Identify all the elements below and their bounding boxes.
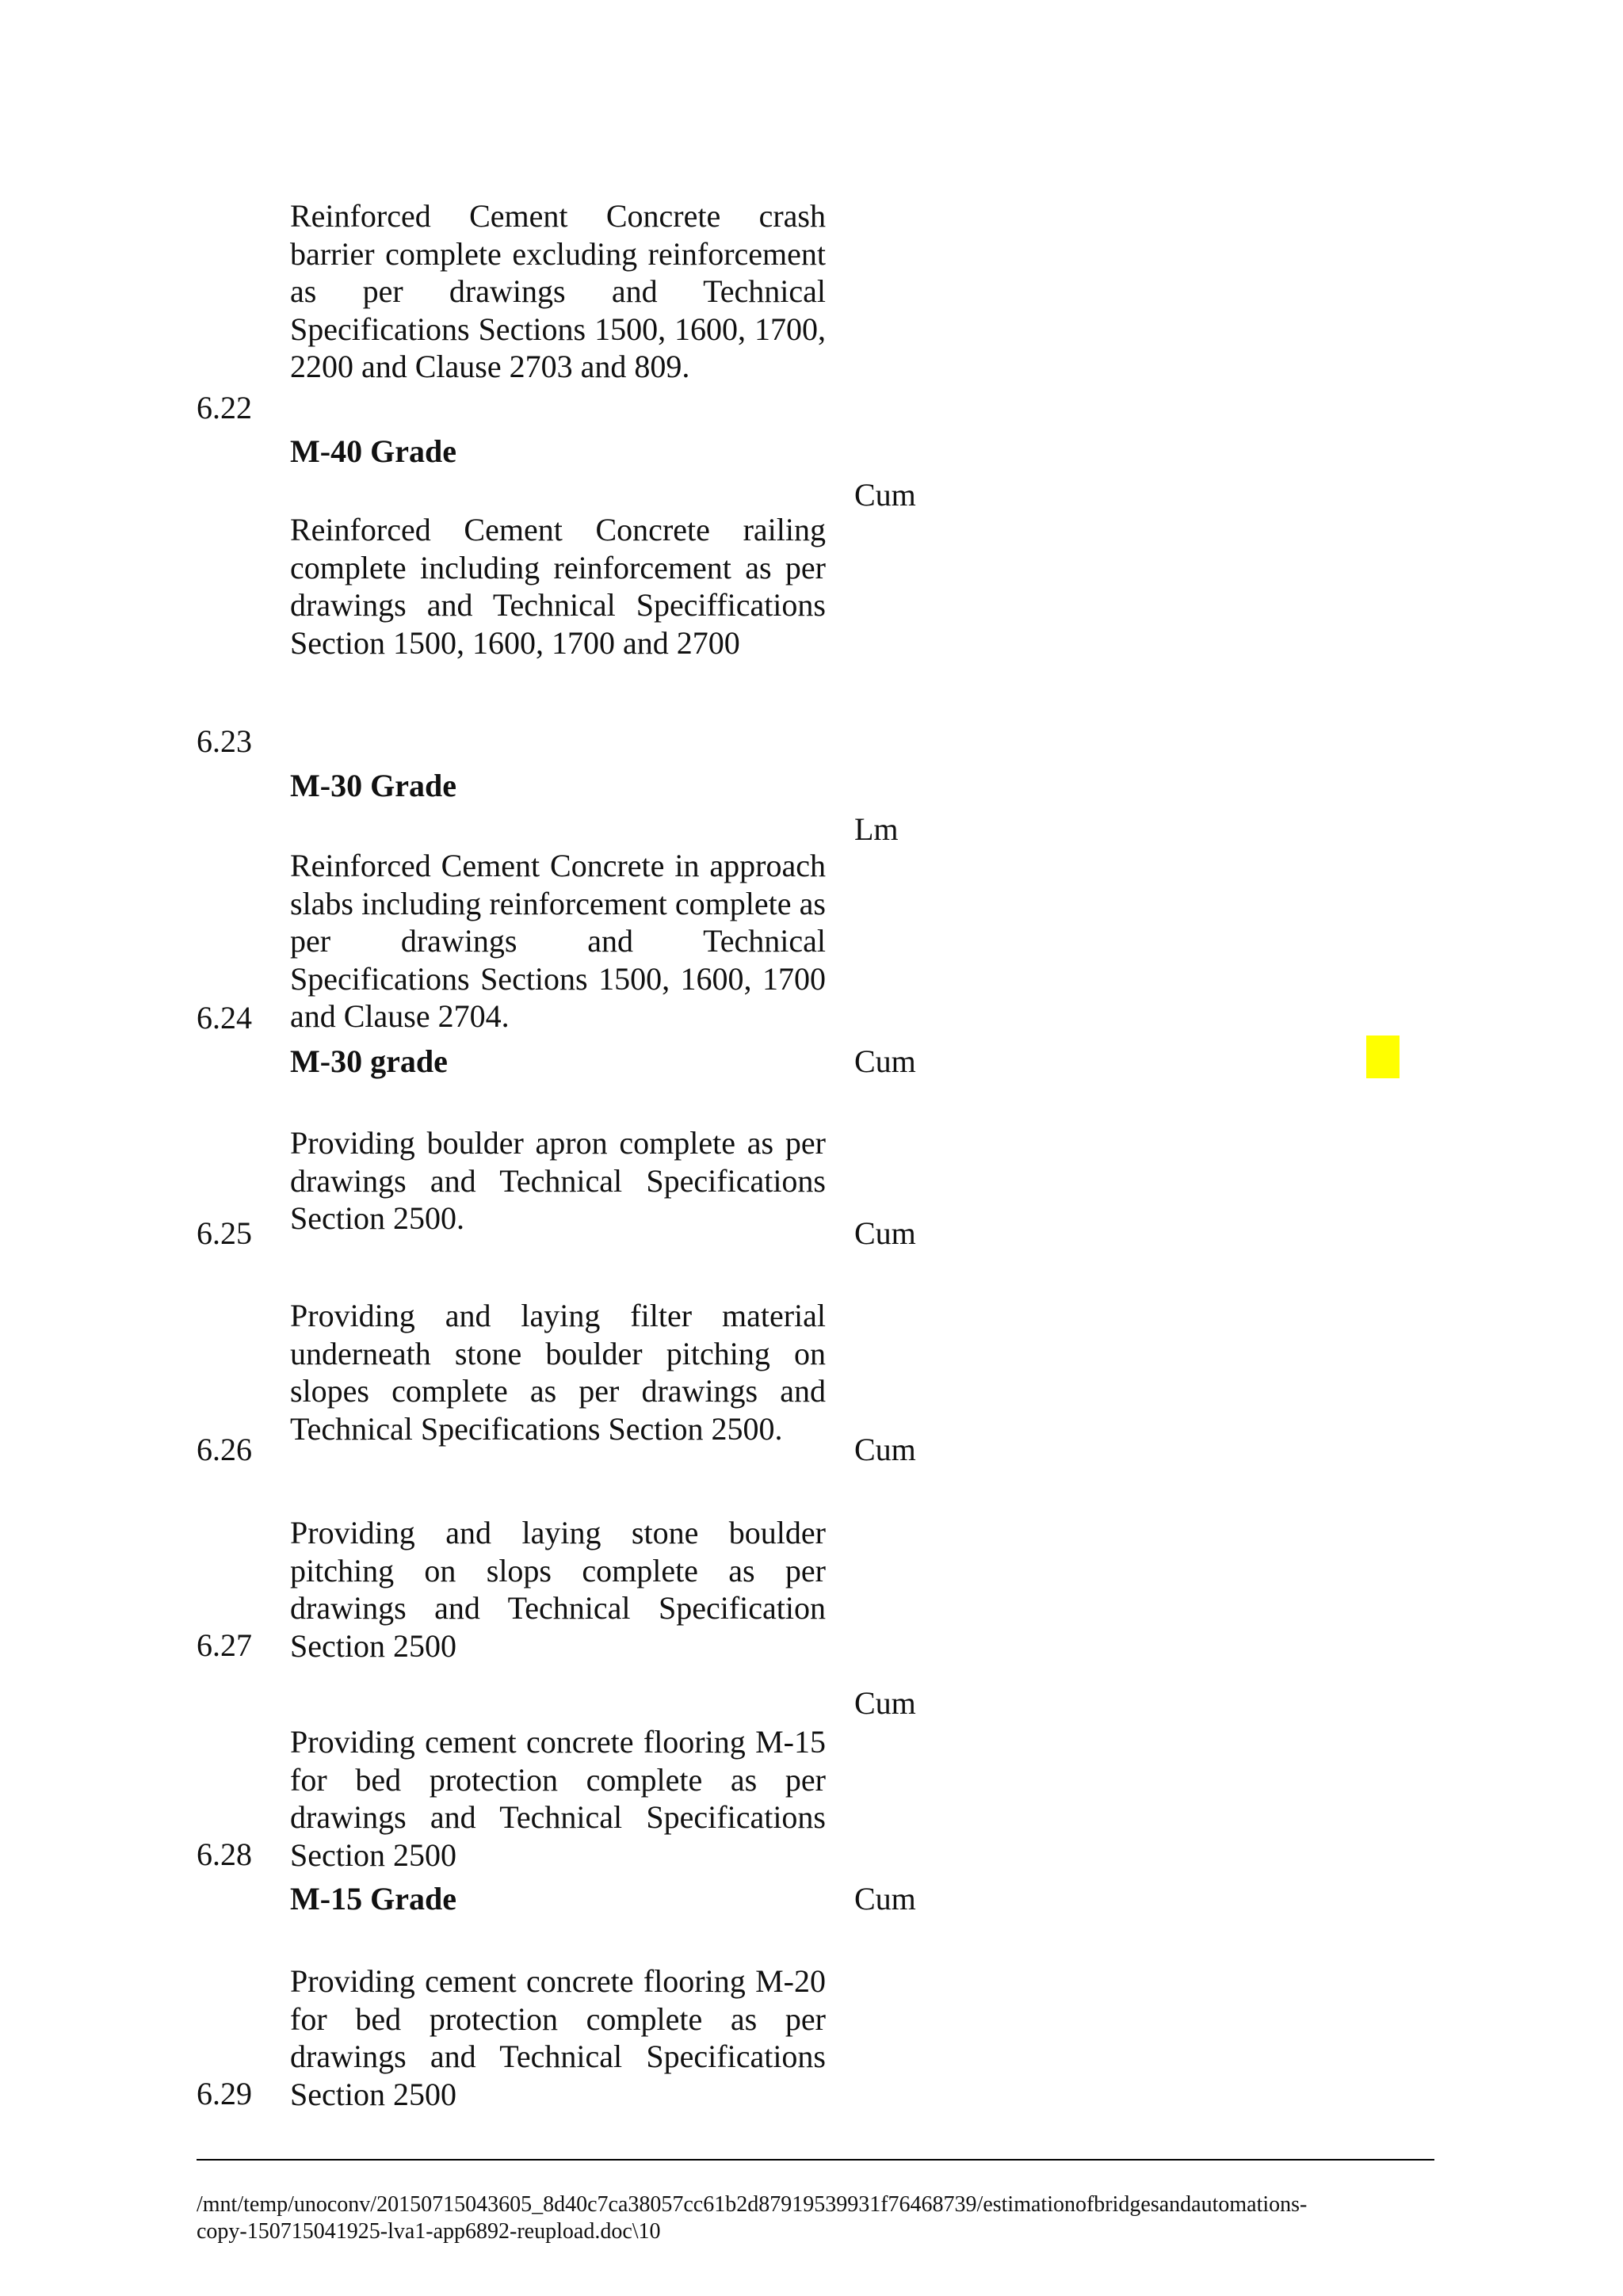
footer-file-path (197, 2191, 1465, 2245)
item-unit: Lm (854, 811, 899, 847)
item-grade: M-30 Grade (290, 768, 456, 803)
item-description: Providing boulder apron complete as per drawings and Technical Specifications Section 2500. (290, 1125, 826, 1236)
item-number: 6.26 (197, 1432, 252, 1467)
item-description: Providing cement concrete flooring M-20 for bed protection complete as per drawings and Technical Specifications Section 2500 (290, 1963, 826, 2112)
item-unit: Cum (854, 1432, 916, 1467)
item-number: 6.29 (197, 2076, 252, 2111)
item-unit: Cum (854, 1043, 916, 1079)
item-description: Reinforced Cement Concrete crash barrier complete excluding reinforcement as per drawings and Technical Specifications Sections 1500, 1600, 1700, 2200 and Clause 2703 and 809. (290, 198, 826, 384)
item-number: 6.28 (197, 1836, 252, 1872)
yellow-highlight-mark (1366, 1035, 1400, 1078)
item-grade: M-15 Grade (290, 1881, 456, 1917)
item-number: 6.24 (197, 1000, 252, 1035)
item-unit: Cum (854, 1881, 916, 1917)
item-description: Providing and laying stone boulder pitching on slops complete as per drawings and Technical Specification Section 2500 (290, 1515, 826, 1664)
item-unit: Cum (854, 1685, 916, 1721)
item-grade: M-30 grade (290, 1043, 448, 1079)
item-description: Reinforced Cement Concrete railing complete including reinforcement as per drawings and Technical Speciffications Section 1500, 1600, 1700 and 2700 (290, 512, 826, 661)
item-unit: Cum (854, 477, 916, 513)
item-number: 6.23 (197, 723, 252, 759)
footer-path-line: copy-150715041925-lva1-app6892-reupload.doc\10 (197, 2219, 661, 2244)
item-number: 6.22 (197, 390, 252, 425)
item-description: Providing cement concrete flooring M-15 for bed protection complete as per drawings and Technical Specifications Section 2500 (290, 1724, 826, 1873)
footer-path-line: /mnt/temp/unoconv/20150715043605_8d40c7ca38057cc61b2d87919539931f76468739/estimationofbridgesandautomations- (197, 2192, 1308, 2217)
item-unit: Cum (854, 1215, 916, 1251)
item-description: Providing and laying filter material underneath stone boulder pitching on slopes complete as per drawings and Technical Specifications Section 2500. (290, 1298, 826, 1447)
item-number: 6.27 (197, 1627, 252, 1663)
item-description: Reinforced Cement Concrete in approach slabs including reinforcement complete as per drawings and Technical Specifications Sections 1500, 1600, 1700 and Clause 2704. (290, 848, 826, 1034)
footer-divider (197, 2159, 1434, 2161)
item-number: 6.25 (197, 1215, 252, 1251)
item-grade: M-40 Grade (290, 433, 456, 469)
